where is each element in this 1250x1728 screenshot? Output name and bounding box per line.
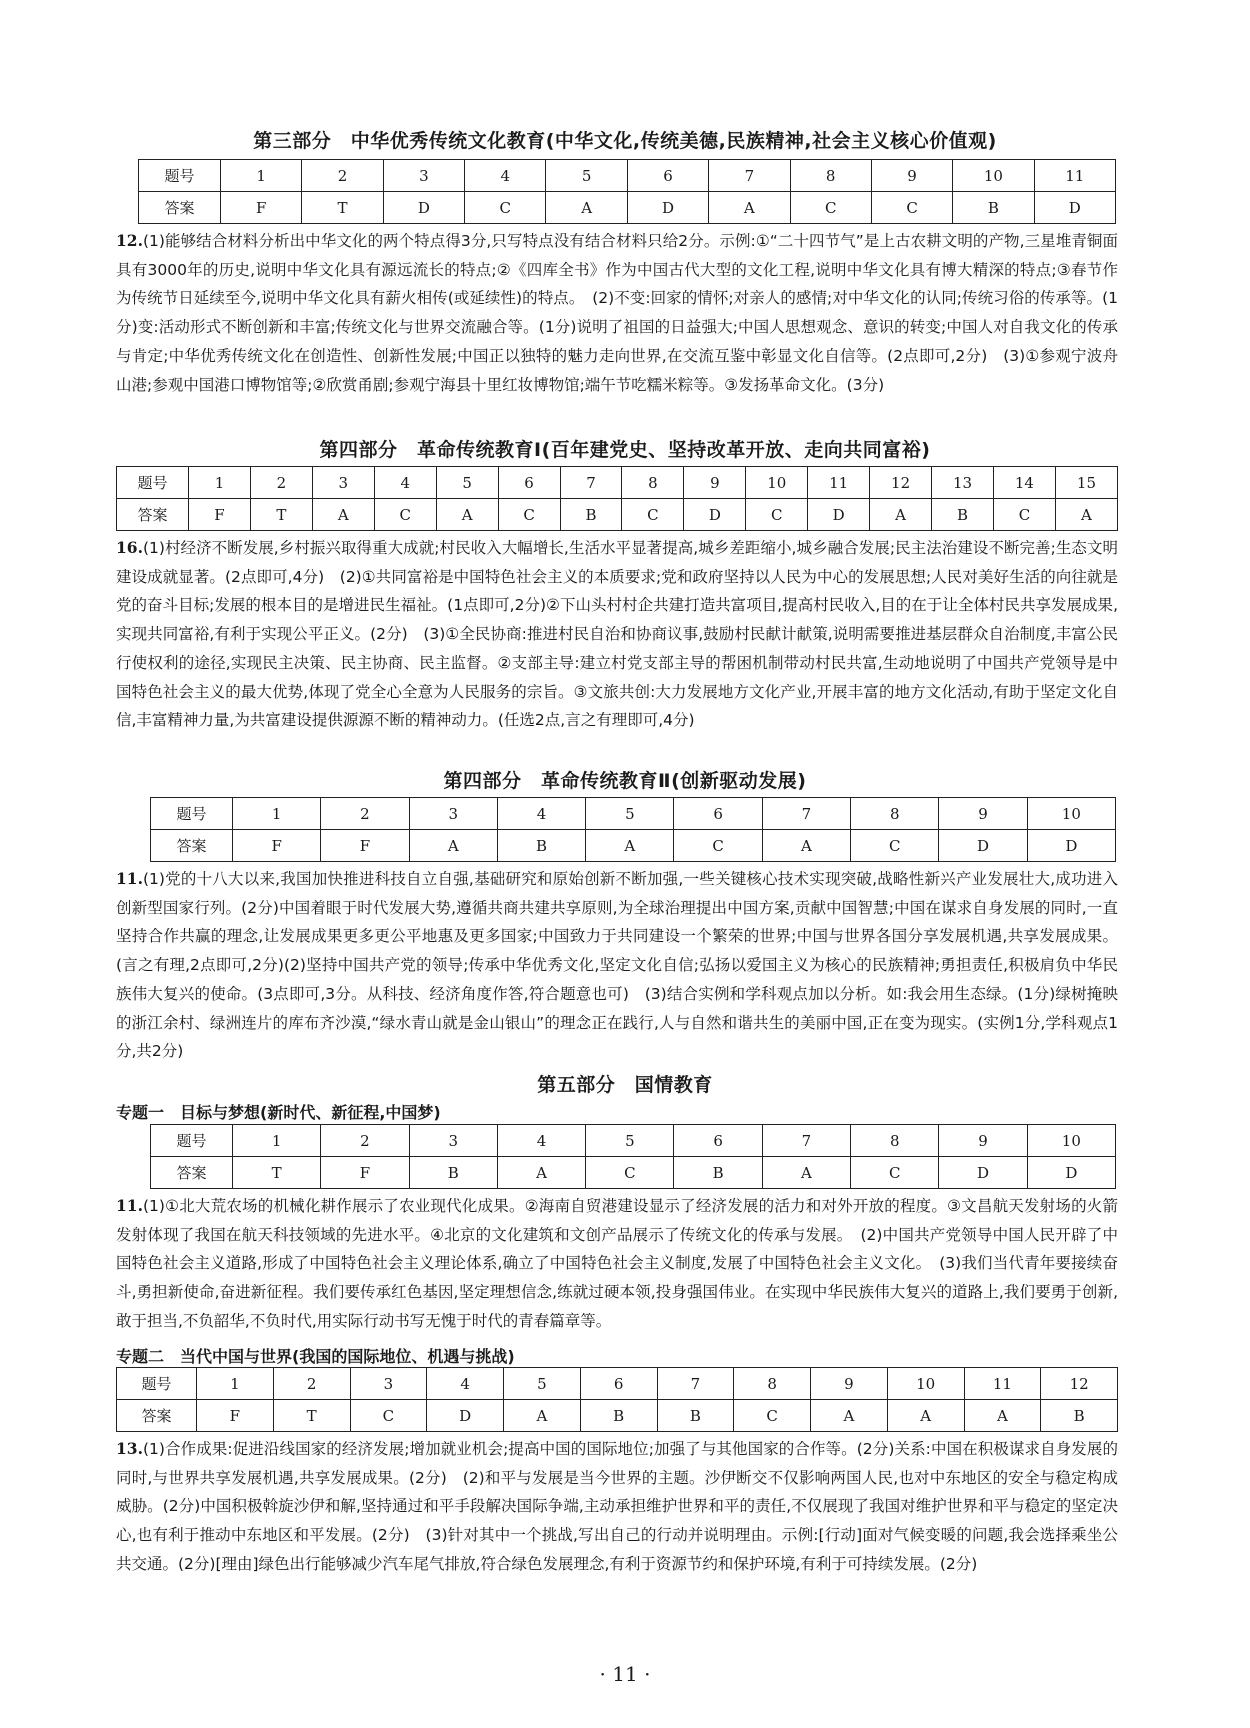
answer-cell: T xyxy=(250,499,312,531)
answer-cell: D xyxy=(939,1157,1027,1189)
question-number-cell: 2 xyxy=(321,798,409,830)
answer-cell: C xyxy=(498,499,560,531)
answer-cell: B xyxy=(560,499,622,531)
topic2-subtitle: 专题二 当代中国与世界(我国的国际地位、机遇与挑战) xyxy=(116,1347,515,1366)
answer-cell: B xyxy=(674,1157,762,1189)
question-number-cell: 3 xyxy=(409,798,497,830)
question-number-cell: 7 xyxy=(709,160,790,192)
question-number-cell: 8 xyxy=(851,1125,939,1157)
question-number-cell: 6 xyxy=(627,160,708,192)
explanation-text: (1)能够结合材料分析出中华文化的两个特点得3分,只写特点没有结合材料只给2分。示例:①“二十四节气”是上古农耕文明的产物,三星堆青铜面具有3000年的历史,说明中华文化具有源远流长的特点;②《四库全书》作为中国古代大型的文化工程,说明中华文化具有博大精深的特点;③春节作为传统节日延续至今,说明中华文化具有薪火相传(或延续性)的特点。 (2)不变:回家的情怀;对亲人的感情;对中华文化的认同;传统习俗的传承等。(1分)变:活动形式不断创新和丰富;传统文化与世界交流融合等。(1分)说明了祖国的日益强大;中国人思想观念、意识的转变;中国人对自我文化的传承与肯定;中华优秀传统文化在创造性、创新性发展;中国正以独特的魅力走向世界,在交流互鉴中彰显文化自信等。(2点即可,2分) (3)①参观宁波舟山港;参观中国港口博物馆等;②欣赏甬剧;参观宁海县十里红妆博物馆;端午节吃糯米粽等。③发扬革命文化。(3分) xyxy=(116,232,1118,394)
question-number-cell: 2 xyxy=(250,467,312,499)
part3-answer-table xyxy=(138,159,1116,224)
answer-cell: A xyxy=(546,192,627,224)
explanation-text: (1)党的十八大以来,我国加快推进科技自立自强,基础研究和原始创新不断加强,一些关键核心技术实现突破,战略性新兴产业发展壮大,成功进入创新型国家行列。(2分)中国着眼于时代发展大势,遵循共商共建共享原则,为全球治理提出中国方案,贡献中国智慧;中国在谋求自身发展的同时,一直坚持合作共赢的理念,让发展成果更多更公平地惠及更多国家;中国致力于共同建设一个繁荣的世界;中国与世界各国分享发展机遇,共享发展成果。(言之有理,2点即可,2分)(2)坚持中国共产党的领导;传承中华优秀文化,坚定文化自信;弘扬以爱国主义为核心的民族精神;勇担责任,积极肩负中华民族伟大复兴的使命。(3点即可,3分。从科技、经济角度作答,符合题意也可) (3)结合实例和学科观点加以分析。如:我会用生态绿。(1分)绿树掩映的浙江余村、绿洲连片的库布齐沙漠,“绿水青山就是金山银山”的理念正在践行,人与自然和谐共生的美丽中国,正在变为现实。(实例1分,学科观点1分,共2分) xyxy=(116,870,1119,1061)
part3-explanation xyxy=(116,227,1118,399)
answer-cell: C xyxy=(746,499,808,531)
answer-cell: C xyxy=(790,192,871,224)
answer-cell: B xyxy=(1041,1400,1118,1432)
question-number-cell: 5 xyxy=(586,1125,674,1157)
answer-cell: T xyxy=(302,192,383,224)
answer-cell: D xyxy=(1027,830,1115,862)
question-number-cell: 10 xyxy=(746,467,808,499)
question-number-cell: 10 xyxy=(953,160,1034,192)
row-label-answer: 答案 xyxy=(117,499,189,531)
table-row-answers xyxy=(117,499,1118,531)
answer-cell: A xyxy=(762,1157,850,1189)
answer-cell: F xyxy=(321,830,409,862)
question-number-cell: 12 xyxy=(1041,1368,1118,1400)
part4b-title: 第四部分 革命传统教育Ⅱ(创新驱动发展) xyxy=(443,770,807,792)
answer-cell: C xyxy=(622,499,684,531)
question-number: 12. xyxy=(116,231,143,250)
answer-cell: T xyxy=(233,1157,321,1189)
answer-cell: T xyxy=(273,1400,350,1432)
row-label-answer: 答案 xyxy=(151,830,233,862)
answer-cell: D xyxy=(383,192,464,224)
answer-cell: B xyxy=(409,1157,497,1189)
answer-cell: F xyxy=(189,499,251,531)
answer-cell: C xyxy=(851,1157,939,1189)
question-number-cell: 5 xyxy=(546,160,627,192)
answer-cell: A xyxy=(964,1400,1041,1432)
question-number-cell: 2 xyxy=(273,1368,350,1400)
question-number: 13. xyxy=(116,1439,143,1458)
answer-cell: B xyxy=(953,192,1034,224)
question-number-cell: 4 xyxy=(465,160,546,192)
question-number-cell: 13 xyxy=(932,467,994,499)
question-number-cell: 10 xyxy=(1027,798,1115,830)
topic2-answer-table xyxy=(116,1367,1118,1432)
question-number-cell: 7 xyxy=(762,1125,850,1157)
question-number-cell: 14 xyxy=(993,467,1055,499)
answer-cell: A xyxy=(762,830,850,862)
question-number-cell: 3 xyxy=(312,467,374,499)
answer-cell: F xyxy=(321,1157,409,1189)
question-number-cell: 1 xyxy=(197,1368,274,1400)
explanation-text: (1)①北大荒农场的机械化耕作展示了农业现代化成果。②海南自贸港建设显示了经济发展的活力和对外开放的程度。③文昌航天发射场的火箭发射体现了我国在航天科技领域的先进水平。④北京的文化建筑和文创产品展示了传统文化的传承与发展。 (2)中国共产党领导中国人民开辟了中国特色社会主义道路,形成了中国特色社会主义理论体系,确立了中国特色社会主义制度,发展了中国特色社会主义文化。 (3)我们当代青年要接续奋斗,勇担新使命,奋进新征程。我们要传承红色基因,坚定理想信念,练就过硬本领,投身强国伟业。在实现中华民族伟大复兴的道路上,我们要勇于创新,敢于担当,不负韶华,不负时代,用实际行动书写无愧于时代的青春篇章等。 xyxy=(116,1197,1118,1330)
answer-cell: C xyxy=(586,1157,674,1189)
question-number-cell: 2 xyxy=(302,160,383,192)
question-number-cell: 7 xyxy=(657,1368,734,1400)
table-row-numbers xyxy=(139,160,1116,192)
answer-cell: C xyxy=(734,1400,811,1432)
question-number-cell: 8 xyxy=(734,1368,811,1400)
part4b-explanation xyxy=(116,865,1118,1066)
question-number-cell: 11 xyxy=(1034,160,1115,192)
answer-cell: D xyxy=(808,499,870,531)
question-number-cell: 3 xyxy=(383,160,464,192)
question-number-cell: 15 xyxy=(1055,467,1117,499)
answer-cell: B xyxy=(932,499,994,531)
part5-title: 第五部分 国情教育 xyxy=(537,1074,713,1096)
question-number-cell: 12 xyxy=(870,467,932,499)
page-number: · 11 · xyxy=(599,1662,651,1686)
question-number-cell: 4 xyxy=(497,798,585,830)
question-number-cell: 3 xyxy=(350,1368,427,1400)
explanation-text: (1)合作成果:促进沿线国家的经济发展;增加就业机会;提高中国的国际地位;加强了与其他国家的合作等。(2分)关系:中国在积极谋求自身发展的同时,与世界共享发展机遇,共享发展成果。(2分) (2)和平与发展是当今世界的主题。沙伊断交不仅影响两国人民,也对中东地区的安全与稳定构成威胁。(2分)中国积极斡旋沙伊和解,坚持通过和平手段解决国际争端,主动承担维护世界和平的责任,不仅展现了我国对维护世界和平与稳定的坚定决心,也有利于推动中东地区和平发展。(2分) (3)针对其中一个挑战,写出自己的行动并说明理由。示例:[行动]面对气候变暖的问题,我会选择乘坐公共交通。(2分)[理由]绿色出行能够减少汽车尾气排放,符合绿色发展理念,有利于资源节约和保护环境,有利于可持续发展。(2分) xyxy=(116,1440,1118,1573)
answer-cell: A xyxy=(887,1400,964,1432)
answer-cell: D xyxy=(627,192,708,224)
question-number-cell: 1 xyxy=(233,1125,321,1157)
answer-cell: A xyxy=(811,1400,888,1432)
table-row-answers xyxy=(151,1157,1116,1189)
answer-cell: B xyxy=(580,1400,657,1432)
question-number-cell: 5 xyxy=(586,798,674,830)
row-label-number: 题号 xyxy=(117,467,189,499)
question-number-cell: 8 xyxy=(851,798,939,830)
answer-cell: B xyxy=(497,830,585,862)
question-number-cell: 11 xyxy=(808,467,870,499)
answer-cell: C xyxy=(993,499,1055,531)
question-number: 16. xyxy=(116,538,143,557)
row-label-answer: 答案 xyxy=(151,1157,233,1189)
part4a-explanation xyxy=(116,534,1118,735)
answer-cell: D xyxy=(1027,1157,1115,1189)
answer-cell: C xyxy=(674,830,762,862)
question-number-cell: 5 xyxy=(504,1368,581,1400)
question-number-cell: 11 xyxy=(964,1368,1041,1400)
answer-cell: B xyxy=(657,1400,734,1432)
part4b-answer-table xyxy=(150,797,1116,862)
answer-cell: A xyxy=(312,499,374,531)
answer-cell: F xyxy=(197,1400,274,1432)
table-row-numbers xyxy=(117,1368,1118,1400)
question-number-cell: 9 xyxy=(811,1368,888,1400)
answer-cell: D xyxy=(684,499,746,531)
question-number-cell: 4 xyxy=(427,1368,504,1400)
table-row-numbers xyxy=(117,467,1118,499)
question-number-cell: 1 xyxy=(221,160,302,192)
answer-cell: C xyxy=(350,1400,427,1432)
question-number-cell: 6 xyxy=(580,1368,657,1400)
table-row-answers xyxy=(117,1400,1118,1432)
question-number-cell: 3 xyxy=(409,1125,497,1157)
row-label-number: 题号 xyxy=(139,160,221,192)
row-label-number: 题号 xyxy=(117,1368,197,1400)
table-row-numbers xyxy=(151,798,1116,830)
row-label-answer: 答案 xyxy=(139,192,221,224)
topic1-answer-table xyxy=(150,1124,1116,1189)
answer-cell: A xyxy=(586,830,674,862)
answer-cell: A xyxy=(497,1157,585,1189)
answer-cell: A xyxy=(870,499,932,531)
question-number-cell: 4 xyxy=(374,467,436,499)
table-row-answers xyxy=(151,830,1116,862)
table-row-answers xyxy=(139,192,1116,224)
answer-cell: A xyxy=(504,1400,581,1432)
question-number-cell: 5 xyxy=(436,467,498,499)
answer-cell: C xyxy=(465,192,546,224)
answer-cell: A xyxy=(1055,499,1117,531)
question-number-cell: 9 xyxy=(939,798,1027,830)
question-number-cell: 6 xyxy=(674,1125,762,1157)
answer-cell: C xyxy=(871,192,952,224)
question-number-cell: 8 xyxy=(790,160,871,192)
answer-cell: C xyxy=(374,499,436,531)
question-number-cell: 6 xyxy=(498,467,560,499)
answer-cell: D xyxy=(427,1400,504,1432)
answer-cell: C xyxy=(851,830,939,862)
question-number: 11. xyxy=(116,1196,143,1215)
explanation-text: (1)村经济不断发展,乡村振兴取得重大成就;村民收入大幅增长,生活水平显著提高,城乡差距缩小,城乡融合发展;民主法治建设不断完善;生态文明建设成就显著。(2点即可,4分) (2)①共同富裕是中国特色社会主义的本质要求;党和政府坚持以人民为中心的发展思想;人民对美好生活的向往就是党的奋斗目标;发展的根本目的是增进民生福祉。(1点即可,2分)②下山头村村企共建打造共富项目,提高村民收入,目的在于让全体村民共享发展成果,实现共同富裕,有利于实现公平正义。(2分) (3)①全民协商:推进村民自治和协商议事,鼓励村民献计献策,说明需要推进基层群众自治制度,丰富公民行使权利的途径,实现民主决策、民主协商、民主监督。②支部主导:建立村党支部主导的帮困机制带动村民共富,生动地说明了中国共产党领导是中国特色社会主义的最大优势,体现了党全心全意为人民服务的宗旨。③文旅共创:大力发展地方文化产业,开展丰富的地方文化活动,有助于坚定文化自信,丰富精神力量,为共富建设提供源源不断的精神动力。(任选2点,言之有理即可,4分) xyxy=(116,539,1118,730)
part3-title: 第三部分 中华优秀传统文化教育(中华文化,传统美德,民族精神,社会主义核心价值观) xyxy=(253,130,997,152)
answer-cell: D xyxy=(1034,192,1115,224)
answer-cell: A xyxy=(409,830,497,862)
answer-cell: D xyxy=(939,830,1027,862)
table-row-numbers xyxy=(151,1125,1116,1157)
question-number-cell: 1 xyxy=(233,798,321,830)
question-number-cell: 10 xyxy=(887,1368,964,1400)
answer-cell: F xyxy=(221,192,302,224)
part4a-answer-table xyxy=(116,466,1118,531)
question-number-cell: 4 xyxy=(497,1125,585,1157)
topic1-subtitle: 专题一 目标与梦想(新时代、新征程,中国梦) xyxy=(116,1103,441,1122)
question-number-cell: 7 xyxy=(762,798,850,830)
topic1-explanation xyxy=(116,1192,1118,1336)
row-label-answer: 答案 xyxy=(117,1400,197,1432)
question-number-cell: 10 xyxy=(1027,1125,1115,1157)
question-number-cell: 8 xyxy=(622,467,684,499)
answer-cell: A xyxy=(709,192,790,224)
question-number-cell: 9 xyxy=(684,467,746,499)
part4a-title: 第四部分 革命传统教育Ⅰ(百年建党史、坚持改革开放、走向共同富裕) xyxy=(319,439,931,461)
question-number-cell: 1 xyxy=(189,467,251,499)
row-label-number: 题号 xyxy=(151,1125,233,1157)
question-number-cell: 9 xyxy=(871,160,952,192)
answer-cell: F xyxy=(233,830,321,862)
answer-cell: A xyxy=(436,499,498,531)
topic2-explanation xyxy=(116,1435,1118,1579)
question-number-cell: 2 xyxy=(321,1125,409,1157)
question-number-cell: 9 xyxy=(939,1125,1027,1157)
question-number: 11. xyxy=(116,869,143,888)
row-label-number: 题号 xyxy=(151,798,233,830)
question-number-cell: 7 xyxy=(560,467,622,499)
question-number-cell: 6 xyxy=(674,798,762,830)
